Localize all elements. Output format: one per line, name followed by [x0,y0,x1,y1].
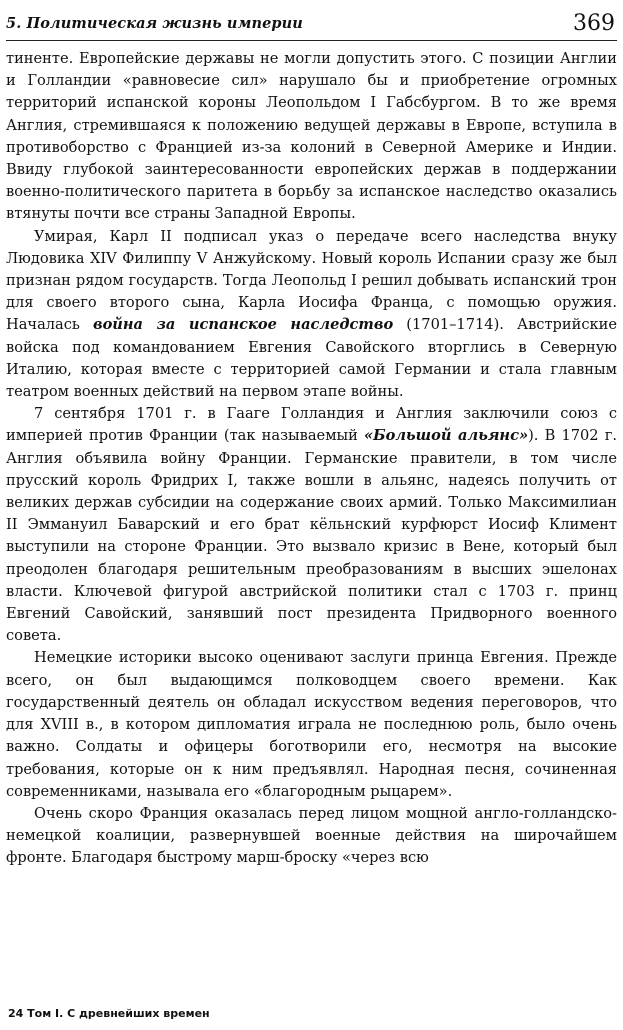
page-number: 369 [573,11,615,36]
term-grand-alliance: «Большой альянс» [364,427,529,445]
paragraph-4: Немецкие историки высоко оценивают заслуги принца Евгения. Прежде всего, он был выдающимся полководцем своего времени. Как государственный деятель он обладал искусством ведения переговоров, что для XVIII в., в котором дипломатия играла не последнюю роль, было очень важно. Солдаты и офицеры боготворили его, несмотря на высокие требования, которые он к ним предъявлял. Народная песня, сочиненная современниками, называла его «благородным рыцарем». [6,649,617,800]
paragraph-3: 7 сентября 1701 г. в Гааге Голландия и Англия заключили союз с империей против Франции (так называемый «Большой альянс»). В 1702 г. Англия объявила войну Франции. Германские правители, в том числе прусский король Фридрих I, также вошли в альянс, надеясь получить от великих держав субсидии на содержание своих армий. Только Максимилиан II Эммануил Баварский и его брат кёльнский курфюрст Иосиф Климент выступили на стороне Франции. Это вызвало кризис в Вене, который был преодолен благодаря решительным преобразованиям в высших эшелонах власти. Ключевой фигурой австрийской политики стал с 1703 г. принц Евгений Савойский, занявший пост президента Придворного военного совета. [6,405,618,645]
running-header [6,0,617,41]
paragraph-2: Умирая, Карл II подписал указ о передаче всего наследства внуку Людовика XIV Филиппу V Анжуйскому. Новый король Испании сразу же был признан рядом государств. Тогда Леопольд I решил добывать испанский трон для своего второго сына, Карла Иосифа Франца, с помощью оружия. Началась война за испанское наследство (1701–1714). Австрийские войска под командованием Евгения Савойского вторглись в Северную Италию, которая вместе с территорией самой Германии и стала главным театром военных действий на первом этапе войны. [6,227,617,401]
chapter-title: 5. Политическая жизнь империи [6,15,303,32]
page-body [6,48,617,870]
term-war-spanish-succession: война за испанское наследство [92,316,394,334]
paragraph-5: Очень скоро Франция оказалась перед лицом мощной англо-голландско-немецкой коалиции, развернувшей военные действия на широчайшем фронте. Благодаря быстрому марш-броску «через всю [6,804,617,867]
print-signature: 24 Том I. С древнейших времен [8,1007,210,1020]
paragraph-1: тиненте. Европейские державы не могли допустить этого. С позиции Англии и Голландии «равновесие сил» нарушало бы и приобретение огромных территорий испанской короны Леопольдом I Габсбургом. В то же время Англия, стремившаяся к положению ведущей державы в Европе, вступила в противоборство с Францией из-за колоний в Северной Америке и Индии. Ввиду глубокой заинтересованности европейских держав в поддержании военно-политического паритета в борьбу за испанское наследство оказались втянуты почти все страны Западной Европы. [6,50,617,223]
